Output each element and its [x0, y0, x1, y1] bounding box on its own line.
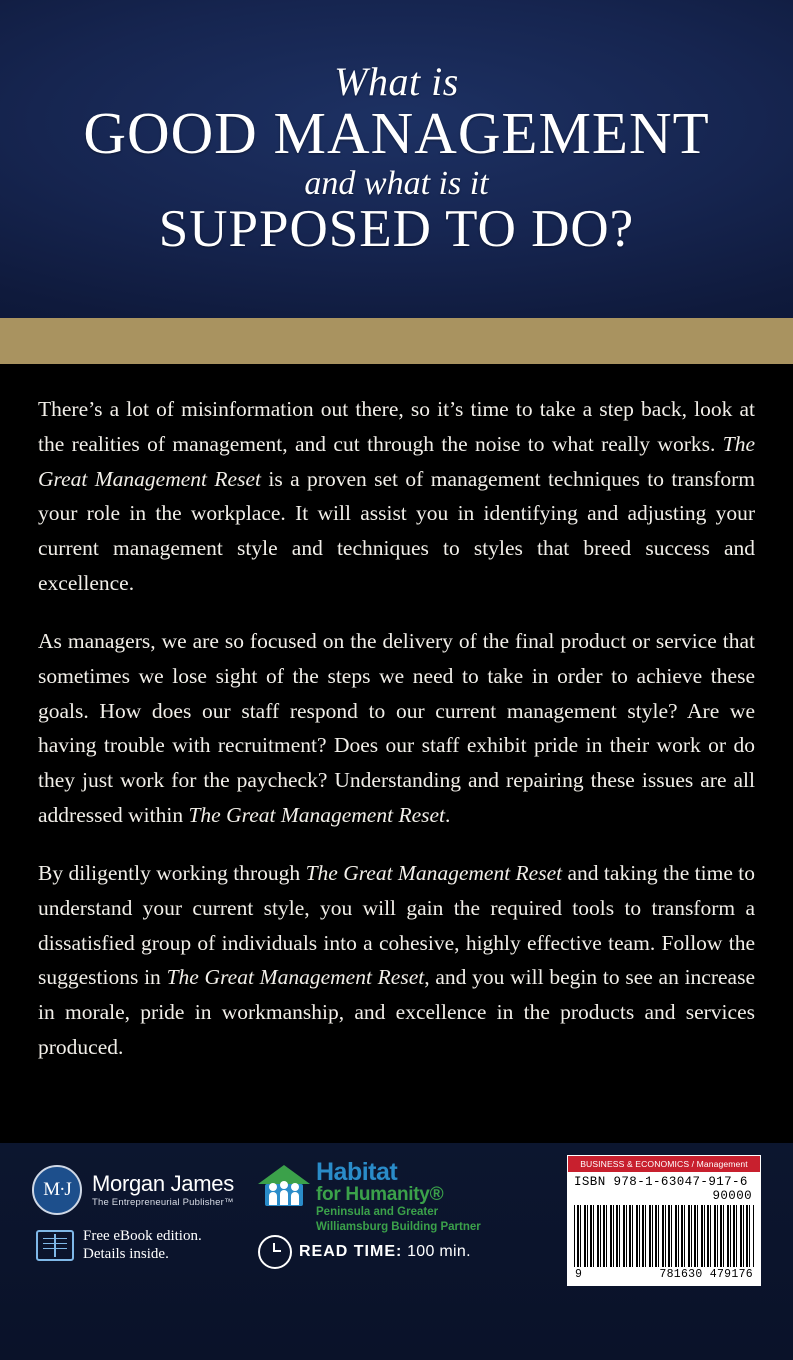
blurb-p1-book-title: The Great Management Reset	[38, 431, 755, 491]
morgan-james-name: Morgan James	[92, 1170, 234, 1196]
blurb-p2-text-a: As managers, we are so focused on the delivery of the final product or service that sometimes we lose sight of the steps we need to take in order to achieve these goals. How does our staff respond to our current management style? Are we having trouble with recruitment? Does our staff exhibit pride in their work or do they just work for the paycheck? Understanding and repairing these issues are all addressed within	[38, 628, 755, 828]
ean-digits-row	[568, 1267, 760, 1285]
price-code-text: 90000	[712, 1189, 752, 1203]
blurb-p3-text-a: By diligently working through	[38, 860, 306, 885]
blurb-p2-text-b: .	[445, 803, 451, 828]
blurb-paragraph-2	[38, 624, 755, 833]
gold-divider-band	[0, 318, 793, 364]
bisac-category-label: BUSINESS & ECONOMICS / Management	[568, 1156, 760, 1172]
habitat-line-1: Habitat	[316, 1158, 398, 1186]
blurb-p2-book-title: The Great Management Reset	[188, 803, 446, 828]
free-ebook-text	[83, 1227, 202, 1264]
morgan-james-text	[92, 1172, 234, 1208]
blurb-paragraph-3	[38, 856, 755, 1065]
clock-icon	[258, 1235, 292, 1269]
free-ebook-line-2: Details inside.	[83, 1246, 169, 1263]
blurb-p3-text-b: and taking the time to understand your current style, you will gain the required tools to transform a dissatisfied group of individuals into a cohesive, highly effective team. Follow the suggestions in	[38, 860, 755, 990]
footer-bar	[0, 1143, 793, 1360]
headline-line-3: and what is it	[304, 165, 489, 202]
read-time-label: READ TIME:	[299, 1243, 403, 1260]
habitat-people-shape	[269, 1181, 299, 1205]
habitat-line-3b: Williamsburg Building Partner	[316, 1220, 481, 1233]
open-book-icon	[36, 1230, 74, 1261]
free-ebook-notice	[36, 1227, 202, 1264]
blurb-p3-book-title-1: The Great Management Reset	[305, 860, 563, 885]
isbn-text: ISBN 978-1-63047-917-6	[574, 1175, 748, 1189]
blurb-p1-text-a: There’s a lot of misinformation out there, so it’s time to take a step back, look at the realities of management, and cut through the noise to what really works.	[38, 397, 755, 456]
back-cover-blurb	[38, 392, 755, 1065]
headline-line-4: SUPPOSED TO DO?	[158, 200, 635, 258]
ean-barcode-icon	[574, 1205, 754, 1267]
headline	[83, 59, 710, 258]
read-time-value: 100 min.	[407, 1243, 471, 1260]
headline-line-1: What is	[334, 59, 459, 104]
headline-line-2: GOOD MANAGEMENT	[83, 100, 710, 166]
read-time-text	[299, 1243, 471, 1261]
blurb-p3-book-title-2: The Great Management Reset	[166, 965, 425, 990]
read-time-block	[258, 1235, 471, 1269]
blurb-p1-text-b: is a proven set of management techniques to transform your role in the workplace. It will assist you in identifying and adjusting your current management style and techniques to styles that breed success and excellence.	[38, 466, 755, 596]
morgan-james-monogram-icon: M·J	[32, 1165, 82, 1215]
blurb-p3-text-c: , and you will begin to see an increase in morale, pride in workmanship, and excellence in the products and services produced.	[38, 965, 755, 1060]
ean-left-digit: 9	[575, 1268, 583, 1281]
habitat-line-3a: Peninsula and Greater	[316, 1205, 439, 1218]
morgan-james-logo	[32, 1165, 234, 1215]
morgan-james-tagline: The Entrepreneurial Publisher™	[92, 1197, 234, 1209]
habitat-house-icon	[258, 1159, 310, 1211]
habitat-for-humanity-logo	[258, 1159, 481, 1234]
habitat-line-2: for Humanity®	[316, 1183, 444, 1205]
blurb-paragraph-1	[38, 392, 755, 601]
barcode-block	[567, 1155, 761, 1286]
ean-digits: 781630 479176	[659, 1268, 753, 1281]
habitat-text	[316, 1159, 481, 1234]
free-ebook-line-1: Free eBook edition.	[83, 1228, 202, 1244]
headline-panel	[0, 0, 793, 318]
